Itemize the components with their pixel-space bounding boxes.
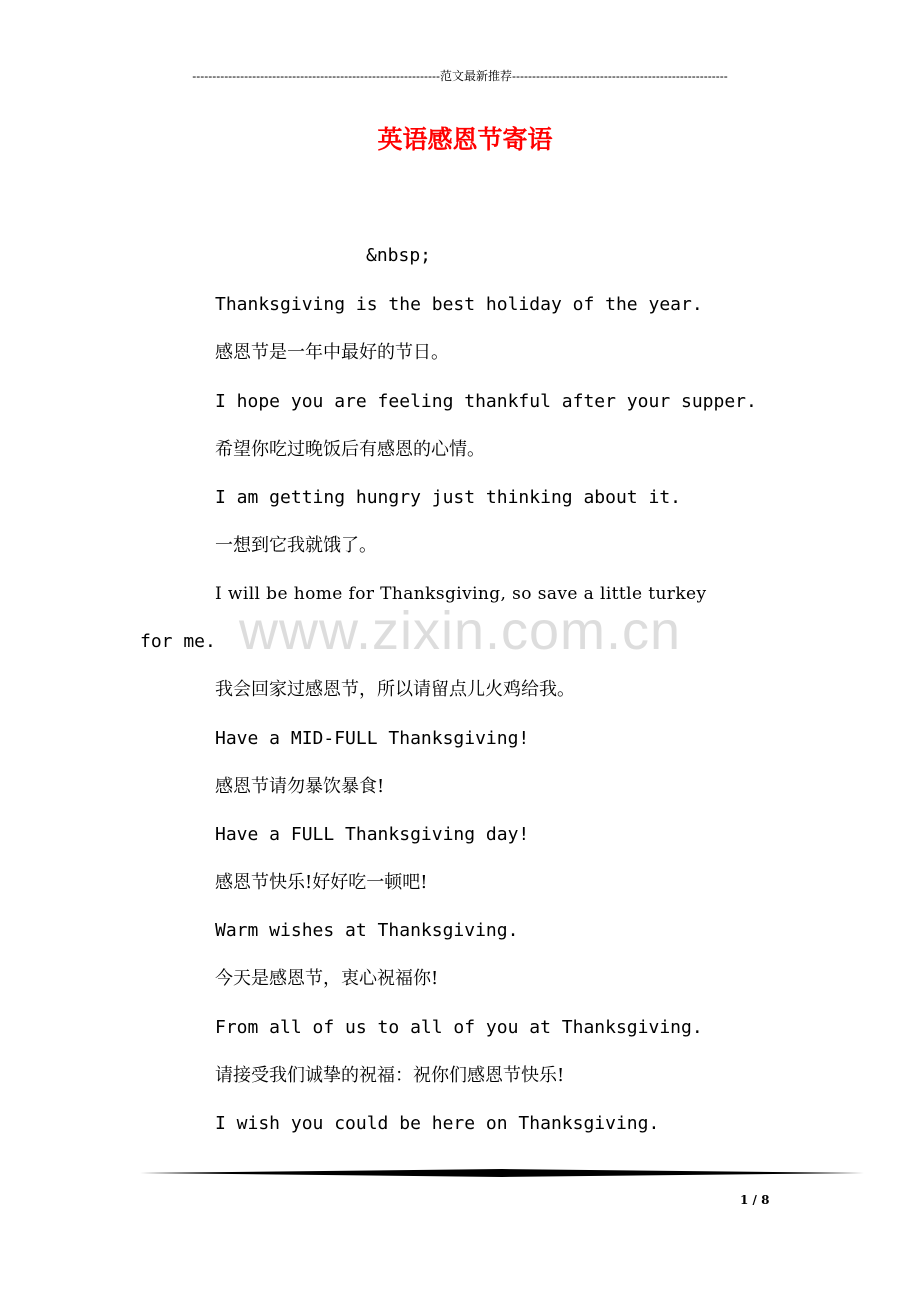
body-line-7b: for me. (140, 631, 216, 652)
body-line-16: 请接受我们诚挚的祝福：祝你们感恩节快乐! (215, 1065, 565, 1086)
body-line-6: 一想到它我就饿了。 (215, 535, 377, 556)
body-line-11: Have a FULL Thanksgiving day! (215, 824, 530, 845)
body-line-17: I wish you could be here on Thanksgiving. (215, 1113, 660, 1134)
body-line-2: 感恩节是一年中最好的节日。 (215, 342, 449, 363)
body-line-10: 感恩节请勿暴饮暴食! (215, 776, 385, 797)
body-line-15: From all of us to all of you at Thanksgiving. (215, 1017, 703, 1038)
body-line-5: I am getting hungry just thinking about it. (215, 487, 681, 508)
body-line-3: I hope you are feeling thankful after your supper. (215, 391, 757, 412)
body-line-4: 希望你吃过晚饭后有感恩的心情。 (215, 439, 485, 460)
body-line-12: 感恩节快乐!好好吃一顿吧! (215, 872, 428, 893)
watermark-text: www.zixin.com.cn (238, 601, 682, 661)
body-line-7a: I will be home for Thanksgiving, so save a little turkey (215, 584, 707, 604)
page-number: 1 / 8 (740, 1193, 770, 1207)
footer-divider (140, 1168, 864, 1178)
header-banner: --------------------------------------------------------------范文最新推荐------------------------------------------------------ (192, 69, 728, 83)
nbsp-text: &nbsp; (366, 245, 432, 266)
document-title: 英语感恩节寄语 (377, 125, 553, 154)
body-line-14: 今天是感恩节，衷心祝福你! (215, 968, 439, 989)
body-line-1: Thanksgiving is the best holiday of the year. (215, 294, 703, 315)
body-line-9: Have a MID-FULL Thanksgiving! (215, 728, 530, 749)
body-line-8: 我会回家过感恩节，所以请留点儿火鸡给我。 (215, 679, 575, 700)
body-line-13: Warm wishes at Thanksgiving. (215, 920, 519, 941)
